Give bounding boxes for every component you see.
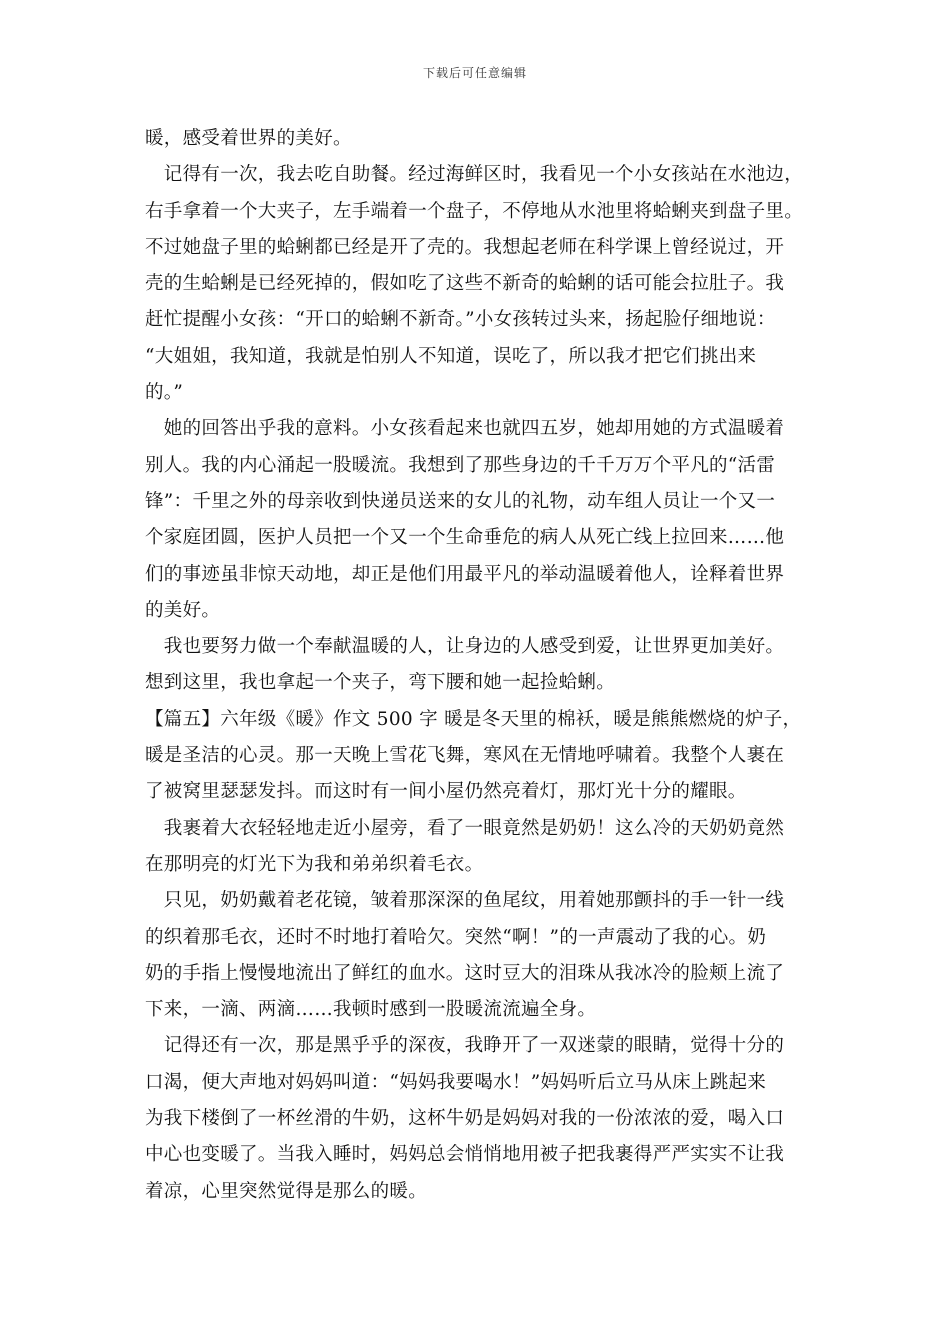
text-line: 暖，感受着世界的美好。 [145, 128, 352, 149]
text-line: 为我下楼倒了一杯丝滑的牛奶，这杯牛奶是妈妈对我的一份浓浓的爱，喝入口 [145, 1108, 785, 1130]
text-line: 的美好。 [145, 599, 221, 621]
text-line: 赶忙提醒小女孩：“开口的蛤蜊不新奇。”小女孩转过头来，扬起脸仔细地说： [145, 309, 776, 331]
text-line: 别人。我的内心涌起一股暖流。我想到了那些身边的千千万万个平凡的“活雷 [145, 454, 776, 476]
text-line: 右手拿着一个大夹子，左手端着一个盘子，不停地从水池里将蛤蜊夹到盘子里。 [145, 200, 804, 222]
text-line: 着凉，心里突然觉得是那么的暖。 [145, 1180, 428, 1202]
text-line: 中心也变暖了。当我入睡时，妈妈总会悄悄地用被子把我裹得严严实实不让我 [145, 1144, 785, 1166]
text-line: 们的事迹虽非惊天动地，却正是他们用最平凡的举动温暖着他人，诠释着世界 [145, 563, 785, 585]
document-body [145, 121, 825, 1210]
text-line: 记得还有一次，那是黑乎乎的深夜，我睁开了一双迷蒙的眼睛，觉得十分的 [145, 1035, 785, 1057]
text-line: 奶的手指上慢慢地流出了鲜红的血水。这时豆大的泪珠从我冰冷的脸颊上流了 [145, 962, 785, 984]
text-line: 暖是圣洁的心灵。那一天晚上雪花飞舞，寒风在无情地呼啸着。我整个人裹在 [145, 745, 785, 767]
text-line: 下来，一滴、两滴……我顿时感到一股暖流流遍全身。 [145, 999, 597, 1021]
text-line: 锋”：千里之外的母亲收到快递员送来的女儿的礼物，动车组人员让一个又一 [145, 490, 776, 512]
text-line: 的织着那毛衣，还时不时地打着哈欠。突然“啊！”的一声震动了我的心。奶 [145, 926, 767, 948]
text-line: 在那明亮的灯光下为我和弟弟织着毛衣。 [145, 853, 484, 875]
text-line: 壳的生蛤蜊是已经死掉的，假如吃了这些不新奇的蛤蜊的话可能会拉肚子。我 [145, 273, 785, 295]
text-line: “大姐姐，我知道，我就是怕别人不知道，误吃了，所以我才把它们挑出来 [145, 345, 757, 367]
text-line: 了被窝里瑟瑟发抖。而这时有一间小屋仍然亮着灯，那灯光十分的耀眼。 [145, 781, 747, 803]
text-line: 她的回答出乎我的意料。小女孩看起来也就四五岁，她却用她的方式温暖着 [145, 418, 785, 440]
page-header: 下载后可任意编辑 [422, 66, 527, 80]
text-line: 不过她盘子里的蛤蜊都已经是开了壳的。我想起老师在科学课上曾经说过，开 [145, 236, 785, 258]
text-line: 我也要努力做一个奉献温暖的人，让身边的人感受到爱，让世界更加美好。 [145, 636, 785, 658]
text-line: 的。” [145, 382, 184, 404]
text-line: 记得有一次，我去吃自助餐。经过海鲜区时，我看见一个小女孩站在水池边， [145, 164, 804, 186]
text-line: 只见，奶奶戴着老花镜，皱着那深深的鱼尾纹，用着她那颤抖的手一针一线 [145, 890, 785, 912]
text-line: 我裹着大衣轻轻地走近小屋旁，看了一眼竟然是奶奶！这么冷的天奶奶竟然 [145, 817, 785, 839]
section-heading-line: 【篇五】六年级《暖》作文 500 字 暖是冬天里的棉袄，暖是熊熊燃烧的炉子， [145, 708, 802, 730]
text-line: 想到这里，我也拿起一个夹子，弯下腰和她一起捡蛤蜊。 [145, 672, 616, 694]
text-line: 个家庭团圆，医护人员把一个又一个生命垂危的病人从死亡线上拉回来……他 [145, 527, 785, 549]
text-line: 口渴，便大声地对妈妈叫道：“妈妈我要喝水！”妈妈听后立马从床上跳起来 [145, 1071, 767, 1093]
